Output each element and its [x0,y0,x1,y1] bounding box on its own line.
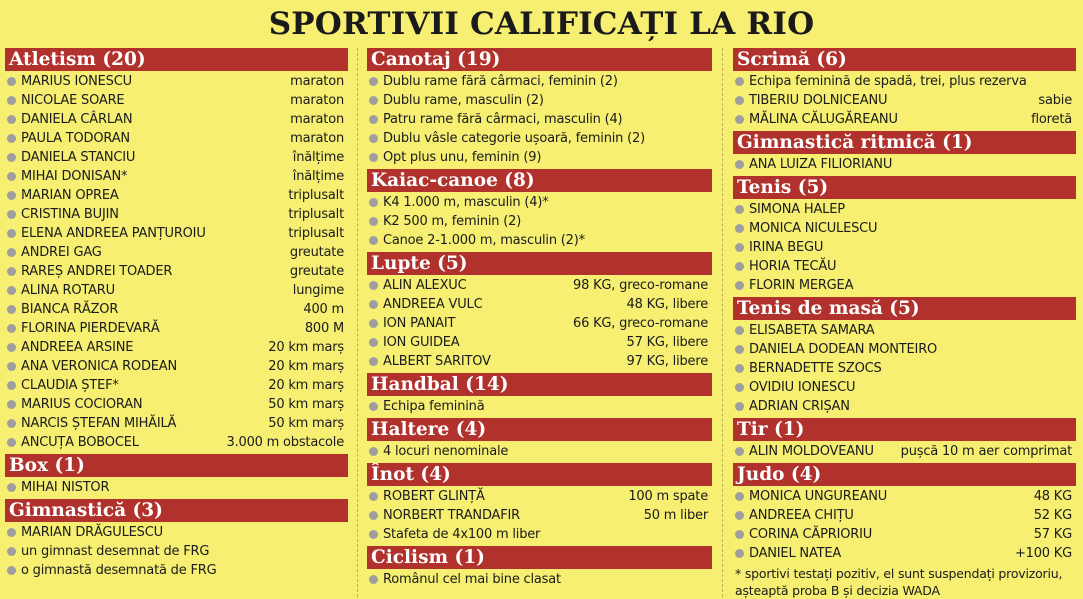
athlete-name: HORIA TECĂU [749,259,837,274]
list-item [367,295,712,314]
athlete-name: MARIAN OPREA [21,188,119,203]
athlete-name: ROBERT GLINȚĂ [383,489,485,504]
bullet-icon [735,281,744,290]
list-item [733,238,1076,257]
list-item [367,110,712,129]
list-item [733,378,1076,397]
athlete-name: SIMONA HALEP [749,202,845,217]
section-heading: Lupte (5) [367,252,712,275]
list-item [367,314,712,333]
athlete-name: MONICA NICULESCU [749,221,878,236]
athlete-list [367,397,712,416]
athlete-name: K2 500 m, feminin (2) [383,214,522,229]
athlete-name: ANDREEA CHIȚU [749,508,854,523]
athlete-name: Opt plus unu, feminin (9) [383,150,542,165]
bullet-icon [369,198,378,207]
bullet-icon [369,115,378,124]
bullet-icon [7,229,16,238]
athlete-name: MARIAN DRĂGULESCU [21,525,163,540]
bullet-icon [735,160,744,169]
athlete-list [5,478,348,497]
event-label: lungime [292,283,344,298]
athlete-name: RAREȘ ANDREI TOADER [21,264,173,279]
section-kaiac-canoe-8 [367,169,712,250]
event-label: 98 KG, greco-romane [573,278,708,293]
bullet-icon [735,511,744,520]
athlete-name: ELENA ANDREEA PANȚUROIU [21,226,206,241]
event-label: înălțime [292,169,344,184]
athlete-name: CORINA CĂPRIORIU [749,527,873,542]
section-ciclism-1 [367,546,712,589]
list-item [5,300,348,319]
bullet-icon [7,153,16,162]
event-label: 400 m [303,302,344,317]
athlete-name: ANDREEA ARSINE [21,340,134,355]
athlete-name: NORBERT TRANDAFIR [383,508,520,523]
athlete-list [733,321,1076,416]
bullet-icon [369,281,378,290]
athlete-name: NICOLAE SOARE [21,93,125,108]
list-item [367,487,712,506]
athlete-name: Echipa feminină [383,399,485,414]
athlete-name: DANIELA STANCIU [21,150,136,165]
athlete-list [367,276,712,371]
list-item [733,155,1076,174]
column-right [733,48,1076,599]
event-label: maraton [290,93,344,108]
event-label: 50 km marș [268,397,344,412]
bullet-icon [7,483,16,492]
list-item [733,321,1076,340]
bullet-icon [369,511,378,520]
athlete-name: ANDREI GAG [21,245,102,260]
list-item [5,376,348,395]
section-heading: Canotaj (19) [367,48,712,71]
bullet-icon [7,115,16,124]
athlete-name: 4 locuri nenominale [383,444,509,459]
list-item [733,359,1076,378]
event-label: 20 km marș [268,359,344,374]
athlete-list [5,523,348,580]
bullet-icon [7,438,16,447]
list-item [5,262,348,281]
athlete-name: Dublu rame, masculin (2) [383,93,544,108]
bullet-icon [7,248,16,257]
athlete-name: ION PANAIT [383,316,456,331]
list-item [733,506,1076,525]
list-item [733,340,1076,359]
page-title: SPORTIVII CALIFICAȚI LA RIO [268,6,815,42]
bullet-icon [735,492,744,501]
section-heading: Atletism (20) [5,48,348,71]
section-heading: Judo (4) [733,463,1076,486]
list-item [367,352,712,371]
bullet-icon [735,96,744,105]
list-item [5,478,348,497]
section-tir-1 [733,418,1076,461]
section-heading: Tir (1) [733,418,1076,441]
bullet-icon [369,530,378,539]
list-item [733,525,1076,544]
event-label: maraton [290,112,344,127]
athlete-name: CLAUDIA ȘTEF* [21,378,119,393]
list-item [733,276,1076,295]
event-label: greutate [289,245,344,260]
athlete-list [367,193,712,250]
bullet-icon [369,236,378,245]
bullet-icon [735,262,744,271]
athlete-name: ANCUȚA BOBOCEL [21,435,139,450]
list-item [733,219,1076,238]
list-item [367,231,712,250]
athlete-name: ALBERT SARITOV [383,354,491,369]
bullet-icon [7,286,16,295]
athlete-name: MIHAI DONISAN* [21,169,128,184]
athlete-name: DANIELA DODEAN MONTEIRO [749,342,938,357]
section-heading: Ciclism (1) [367,546,712,569]
event-label: 20 km marș [268,340,344,355]
athlete-list [367,487,712,544]
list-item [5,395,348,414]
list-item [367,333,712,352]
event-label: greutate [289,264,344,279]
athlete-name: ANDREEA VULC [383,297,483,312]
bullet-icon [7,343,16,352]
event-label: triplusalt [288,226,344,241]
bullet-icon [735,224,744,233]
athlete-name: ADRIAN CRIȘAN [749,399,850,414]
athlete-name: Stafeta de 4x100 m liber [383,527,541,542]
list-item [5,224,348,243]
list-item [367,506,712,525]
athlete-name: o gimnastă desemnată de FRG [21,563,217,578]
section-atletism-20 [5,48,348,452]
list-item [367,129,712,148]
bullet-icon [7,528,16,537]
athlete-list [733,442,1076,461]
bullet-icon [369,447,378,456]
list-item [367,91,712,110]
list-item [367,525,712,544]
athlete-name: FLORINA PIERDEVARĂ [21,321,160,336]
list-item [5,110,348,129]
event-label: 20 km marș [268,378,344,393]
athlete-list [733,72,1076,129]
athlete-name: un gimnast desemnat de FRG [21,544,210,559]
bullet-icon [735,205,744,214]
list-item [367,397,712,416]
bullet-icon [7,134,16,143]
event-label: pușcă 10 m aer comprimat [900,444,1072,459]
section-gimnastica-ritmica-1 [733,131,1076,174]
athlete-name: MARIUS IONESCU [21,74,132,89]
event-label: înălțime [292,150,344,165]
bullet-icon [735,447,744,456]
section-tenis-5 [733,176,1076,295]
list-item [733,397,1076,416]
athlete-name: MONICA UNGUREANU [749,489,888,504]
athlete-name: OVIDIU IONESCU [749,380,856,395]
athlete-name: ALIN ALEXUC [383,278,467,293]
bullet-icon [7,305,16,314]
column-divider [722,48,723,597]
event-label: 50 km marș [268,416,344,431]
bullet-icon [369,402,378,411]
athlete-name: ION GUIDEA [383,335,460,350]
list-item [5,243,348,262]
bullet-icon [735,77,744,86]
bullet-icon [7,96,16,105]
athlete-list [367,72,712,167]
section-canotaj-19 [367,48,712,167]
athlete-name: Echipa feminină de spadă, trei, plus rezerva [749,74,1027,89]
bullet-icon [7,419,16,428]
section-heading: Haltere (4) [367,418,712,441]
column-middle [367,48,712,591]
bullet-icon [735,530,744,539]
athlete-name: Patru rame fără cârmaci, masculin (4) [383,112,623,127]
section-inot-4 [367,463,712,544]
list-item [367,276,712,295]
list-item [5,281,348,300]
bullet-icon [7,267,16,276]
bullet-icon [369,300,378,309]
bullet-icon [369,319,378,328]
athlete-list [5,72,348,452]
list-item [367,72,712,91]
athlete-name: MIHAI NISTOR [21,480,110,495]
list-item [733,257,1076,276]
event-label: triplusalt [288,188,344,203]
section-handbal-14 [367,373,712,416]
column-right-sections [733,48,1076,563]
event-label: 52 KG [1033,508,1072,523]
athlete-name: PAULA TODORAN [21,131,130,146]
athlete-name: ANA VERONICA RODEAN [21,359,177,374]
section-heading: Gimnastică ritmică (1) [733,131,1076,154]
athlete-list [733,200,1076,295]
bullet-icon [7,191,16,200]
bullet-icon [369,492,378,501]
bullet-icon [369,77,378,86]
athlete-name: K4 1.000 m, masculin (4)* [383,195,549,210]
bullet-icon [7,381,16,390]
footnote: * sportivi testați pozitiv, el sunt suspendați provizoriu, așteaptă proba B și decizia WADA [735,566,1063,598]
event-label: maraton [290,131,344,146]
event-label: 97 KG, libere [626,354,708,369]
bullet-icon [7,77,16,86]
section-tenis-de-masa-5 [733,297,1076,416]
list-item [5,186,348,205]
bullet-icon [369,153,378,162]
list-item [5,523,348,542]
section-heading: Înot (4) [367,463,712,486]
athlete-name: MARIUS COCIORAN [21,397,143,412]
list-item [5,167,348,186]
athlete-name: MĂLINA CĂLUGĂREANU [749,112,898,127]
list-item [733,91,1076,110]
bullet-icon [735,345,744,354]
event-label: floretă [1031,112,1072,127]
list-item [367,148,712,167]
event-label: 48 KG [1033,489,1072,504]
bullet-icon [735,549,744,558]
athlete-name: ANA LUIZA FILIORIANU [749,157,893,172]
list-item [733,200,1076,219]
list-item [5,91,348,110]
athlete-name: BERNADETTE SZOCS [749,361,882,376]
list-item [5,72,348,91]
list-item [5,205,348,224]
athlete-name: DANIELA CÂRLAN [21,112,133,127]
bullet-icon [369,357,378,366]
bullet-icon [369,338,378,347]
column-left [5,48,348,582]
event-label: sabie [1038,93,1072,108]
event-label: 100 m spate [628,489,708,504]
event-label: 66 KG, greco-romane [573,316,708,331]
list-item [5,357,348,376]
athlete-list [733,487,1076,563]
bullet-icon [735,364,744,373]
event-label: 50 m liber [643,508,708,523]
list-item [5,338,348,357]
bullet-icon [7,400,16,409]
bullet-icon [735,243,744,252]
bullet-icon [7,566,16,575]
list-item [733,442,1076,461]
section-gimnastica-3 [5,499,348,580]
list-item [733,110,1076,129]
section-haltere-4 [367,418,712,461]
athlete-name: Canoe 2-1.000 m, masculin (2)* [383,233,585,248]
section-heading: Handbal (14) [367,373,712,396]
section-box-1 [5,454,348,497]
athlete-list [733,155,1076,174]
bullet-icon [369,96,378,105]
section-heading: Tenis de masă (5) [733,297,1076,320]
athlete-name: Dublu vâsle categorie ușoară, feminin (2) [383,131,645,146]
bullet-icon [369,217,378,226]
bullet-icon [7,324,16,333]
bullet-icon [7,172,16,181]
list-item [5,561,348,580]
athlete-name: IRINA BEGU [749,240,824,255]
list-item [733,544,1076,563]
section-heading: Kaiac-canoe (8) [367,169,712,192]
column-divider [357,48,358,597]
bullet-icon [369,575,378,584]
athlete-list [367,442,712,461]
list-item [367,442,712,461]
list-item [367,212,712,231]
section-lupte-5 [367,252,712,371]
section-scrima-6 [733,48,1076,129]
athlete-name: BIANCA RĂZOR [21,302,119,317]
bullet-icon [7,210,16,219]
athlete-list [367,570,712,589]
list-item [5,542,348,561]
bullet-icon [735,326,744,335]
section-heading: Gimnastică (3) [5,499,348,522]
list-item [5,129,348,148]
athlete-name: ALINA ROTARU [21,283,115,298]
list-item [5,433,348,452]
athlete-name: NARCIS ȘTEFAN MIHĂILĂ [21,416,177,431]
athlete-name: DANIEL NATEA [749,546,842,561]
athlete-name: TIBERIU DOLNICEANU [749,93,888,108]
athlete-name: Românul cel mai bine clasat [383,572,561,587]
athlete-name: FLORIN MERGEA [749,278,854,293]
athlete-name: ALIN MOLDOVEANU [749,444,874,459]
event-label: maraton [290,74,344,89]
event-label: 3.000 m obstacole [226,435,344,450]
event-label: 800 M [304,321,344,336]
list-item [5,414,348,433]
athlete-name: ELISABETA SAMARA [749,323,875,338]
event-label: 57 KG [1033,527,1072,542]
list-item [733,72,1076,91]
event-label: triplusalt [288,207,344,222]
list-item [367,193,712,212]
event-label: +100 KG [1014,546,1072,561]
bullet-icon [735,383,744,392]
section-heading: Box (1) [5,454,348,477]
list-item [5,148,348,167]
list-item [5,319,348,338]
athlete-name: CRISTINA BUJIN [21,207,119,222]
bullet-icon [735,402,744,411]
athlete-name: Dublu rame fără cârmaci, feminin (2) [383,74,618,89]
bullet-icon [7,362,16,371]
bullet-icon [735,115,744,124]
bullet-icon [369,134,378,143]
section-heading: Tenis (5) [733,176,1076,199]
event-label: 48 KG, libere [626,297,708,312]
list-item [367,570,712,589]
event-label: 57 KG, libere [626,335,708,350]
list-item [733,487,1076,506]
section-heading: Scrimă (6) [733,48,1076,71]
section-judo-4 [733,463,1076,563]
bullet-icon [7,547,16,556]
